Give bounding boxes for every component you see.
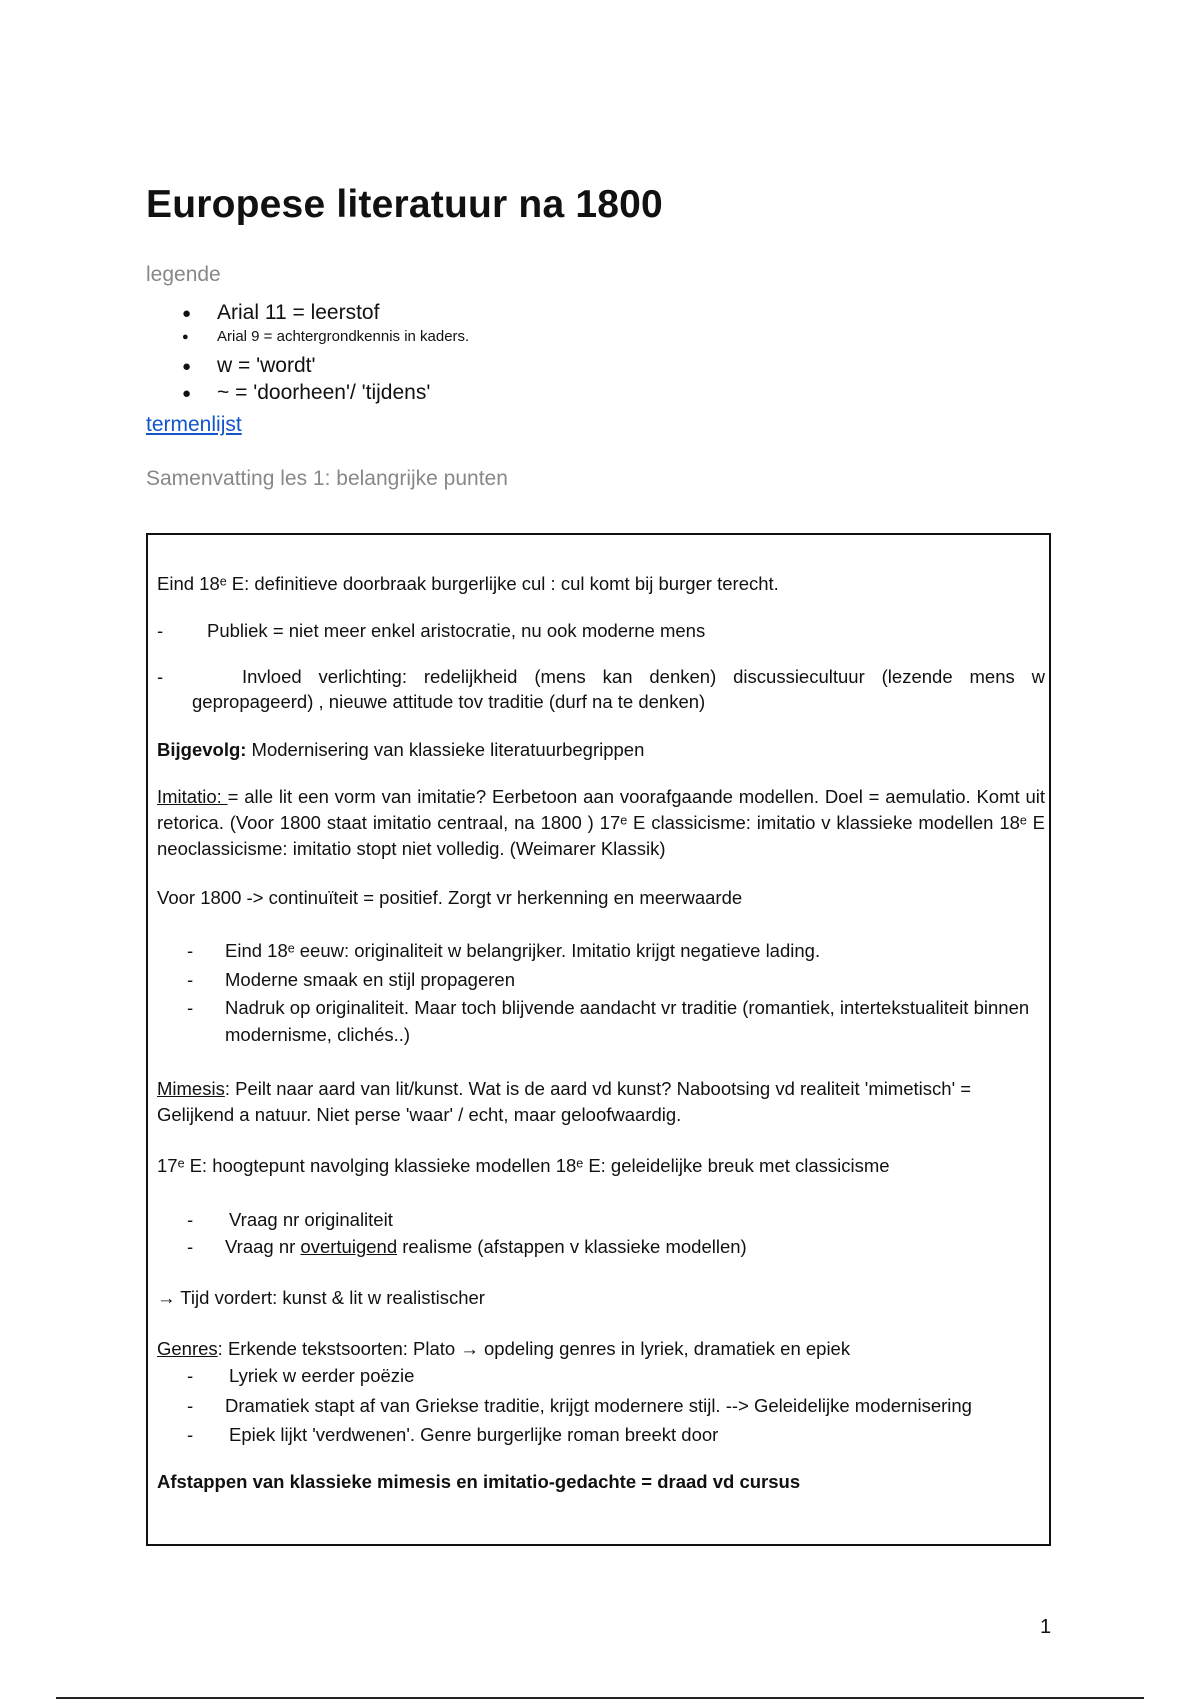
page-number: 1 bbox=[1040, 1616, 1052, 1638]
paragraph-eind-18e: Eind 18ᵉ E: definitieve doorbraak burgerlijke cul : cul komt bij burger terecht. bbox=[157, 573, 779, 594]
list-item: - Lyriek w eerder poëzie bbox=[187, 1365, 415, 1386]
list-item: - Vraag nr originaliteit bbox=[187, 1209, 393, 1230]
dash-item-verlichting: - Invloed verlichting: redelijkheid (mens kan denken) discussiecultuur (lezende mens w gepropageerd) , nieuwe attitude tov traditie (durf na te denken) bbox=[157, 666, 1045, 712]
section-subtitle: Samenvatting les 1: belangrijke punten bbox=[146, 467, 508, 490]
list-item: - Eind 18ᵉ eeuw: originaliteit w belangrijker. Imitatio krijgt negatieve lading. bbox=[187, 940, 821, 961]
page-bottom-rule bbox=[56, 1697, 1144, 1699]
list-item: - Vraag nr overtuigend realisme (afstappen v klassieke modellen) bbox=[187, 1236, 747, 1257]
termenlijst-link[interactable]: termenlijst bbox=[146, 413, 242, 436]
dash-marker: - bbox=[157, 620, 164, 641]
legend-item: ● ~ = 'doorheen'/ 'tijdens' bbox=[146, 379, 469, 406]
list-item: - Dramatiek stapt af van Griekse traditie, krijgt modernere stijl. --> Geleidelijke modernisering bbox=[187, 1395, 972, 1416]
paragraph-genres: Genres: Erkende tekstsoorten: Plato → opdeling genres in lyriek, dramatiek en epiek bbox=[157, 1338, 851, 1359]
paragraph-tijd-vordert: → Tijd vordert: kunst & lit w realistischer bbox=[157, 1287, 485, 1308]
paragraph-conclusion: Afstappen van klassieke mimesis en imitatio-gedachte = draad vd cursus bbox=[157, 1471, 801, 1492]
list-item: - Epiek lijkt 'verdwenen'. Genre burgerlijke roman breekt door bbox=[187, 1424, 719, 1445]
legend-item: ● w = 'wordt' bbox=[146, 352, 469, 379]
legend-list bbox=[146, 299, 469, 406]
legend-item: ● Arial 9 = achtergrondkennis in kaders. bbox=[146, 326, 469, 352]
dash-item-publiek: - Publiek = niet meer enkel aristocratie, nu ook moderne mens bbox=[157, 618, 1045, 644]
page-title: Europese literatuur na 1800 bbox=[146, 183, 663, 226]
summary-box bbox=[146, 533, 1051, 1546]
paragraph-17e: 17ᵉ E: hoogtepunt navolging klassieke modellen 18ᵉ E: geleidelijke breuk met classicisme bbox=[157, 1155, 890, 1176]
paragraph-voor-1800: Voor 1800 -> continuïteit = positief. Zorgt vr herkenning en meerwaarde bbox=[157, 887, 743, 908]
paragraph-imitatio: Imitatio: = alle lit een vorm van imitatie? Eerbetoon aan voorafgaande modellen. Doel = aemulatio. Komt uit retorica. (Voor 1800 staat imitatio centraal, na 1800 ) 17ᵉ E classicisme: imitatio v klassieke modellen 18ᵉ E neoclassicisme: imitatio stopt niet volledig. (Weimarer Klassik) bbox=[157, 786, 1045, 859]
list-item: - Nadruk op originaliteit. Maar toch blijvende aandacht vr traditie (romantiek, intertekstualiteit binnen modernisme, clichés..) bbox=[187, 997, 1030, 1045]
paragraph-bijgevolg: Bijgevolg: Modernisering van klassieke literatuurbegrippen bbox=[157, 739, 645, 760]
legend-item: ● Arial 11 = leerstof bbox=[146, 299, 469, 326]
paragraph-mimesis: Mimesis: Peilt naar aard van lit/kunst. Wat is de aard vd kunst? Nabootsing vd realiteit 'mimetisch' = Gelijkend a natuur. Niet perse 'waar' / echt, maar geloofwaardig. bbox=[157, 1078, 972, 1125]
list-item: - Moderne smaak en stijl propageren bbox=[187, 969, 515, 990]
legend-label: legende bbox=[146, 263, 221, 286]
dash-marker: - bbox=[157, 666, 164, 687]
